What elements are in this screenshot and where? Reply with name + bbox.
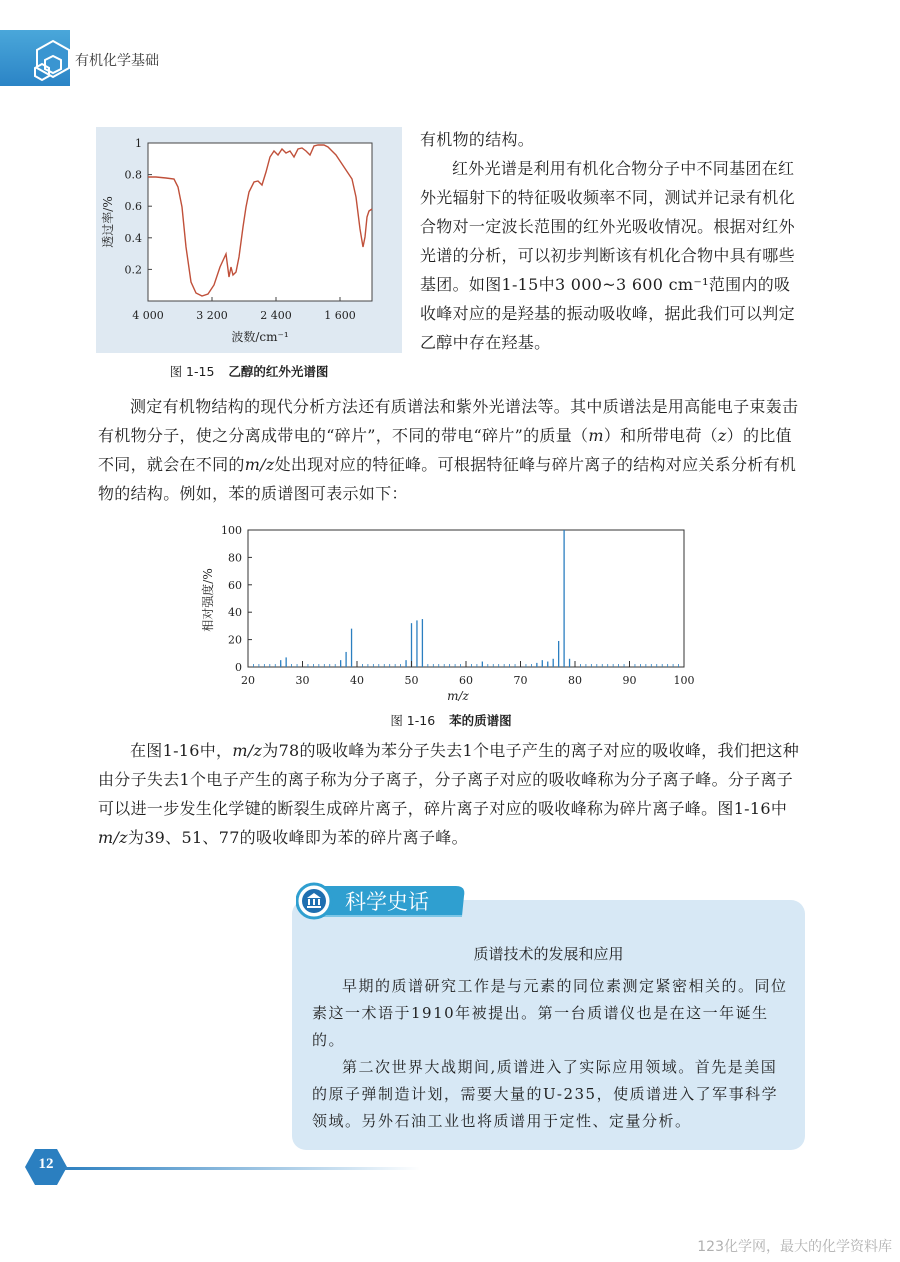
- ir-ylabel: 透过率/%: [101, 196, 115, 248]
- mass-spec-intro-paragraph: [98, 392, 806, 508]
- ms-figure-caption: [296, 711, 606, 729]
- ir-ytick-label: 0.4: [124, 231, 142, 245]
- ms-ytick-label: 20: [228, 633, 242, 647]
- ms-xtick-label: 70: [513, 674, 528, 687]
- footer-rule: [60, 1167, 420, 1170]
- paragraph-molecular-ion: 在图1-16中，m/z为78的吸收峰为苯分子失去1个电子产生的离子对应的吸收峰，我们把这种由分子失去1个电子产生的离子称为分子离子，分子离子对应的吸收峰称为分子离子峰。分子离子可以进一步发生化学键的断裂生成碎片离子，碎片离子对应的吸收峰称为碎片离子峰。图1-16中m/z为39、51、77的吸收峰即为苯的碎片离子峰。: [98, 741, 800, 847]
- ir-explanation-text: [420, 125, 804, 357]
- ms-ytick-label: 60: [228, 578, 242, 592]
- ms-xtick-label: 20: [241, 674, 255, 687]
- header-book-title: 有机化学基础: [75, 53, 159, 69]
- ms-ytick-label: 0: [235, 661, 242, 674]
- ms-xtick-label: 80: [568, 674, 582, 687]
- history-title: 质谱技术的发展和应用: [473, 945, 624, 963]
- ms-xlabel: m/z: [447, 689, 469, 703]
- ir-xlabel: 波数/cm⁻¹: [231, 330, 289, 344]
- watermark-text: 123化学网，最大的化学资料库: [697, 1239, 892, 1255]
- molecular-ion-paragraph: [98, 736, 806, 852]
- ir-xtick-label: 1 600: [324, 309, 356, 322]
- ir-ytick-label: 0.8: [124, 168, 142, 182]
- history-paragraph-2: 第二次世界大战期间,质谱进入了实际应用领域。首先是美国的原子弹制造计划，需要大量的U-235，使质谱进入了军事科学领域。另外石油工业也将质谱用于定性、定量分析。: [312, 1058, 779, 1130]
- paragraph-mass-spec-intro: 测定有机物结构的现代分析方法还有质谱法和紫外光谱法等。其中质谱法是用高能电子束轰击有机物分子，使之分离成带电的“碎片”，不同的带电“碎片”的质量（m）和所带电荷（z）的比值不同，就会在不同的m/z处出现对应的特征峰。可根据特征峰与碎片离子的结构对应关系分析有机物的结构。例如，苯的质谱图可表示如下：: [98, 397, 799, 503]
- ir-plot-area: [148, 143, 372, 301]
- page-number: 12: [38, 1156, 54, 1172]
- ms-ytick-label: 100: [221, 524, 242, 537]
- ms-xtick-label: 100: [673, 674, 695, 687]
- side-text-continuation: 有机物的结构。: [420, 130, 535, 149]
- ms-xtick-label: 50: [404, 674, 419, 687]
- history-paragraph-1: 早期的质谱研究工作是与元素的同位素测定紧密相关的。同位素这一术语于1910年被提出。第一台质谱仪也是在这一年诞生的。: [312, 977, 788, 1049]
- ms-xtick-label: 30: [295, 674, 310, 687]
- science-history-label: 科学史话: [345, 890, 429, 914]
- ms-xtick-label: 60: [459, 674, 473, 687]
- ms-xtick-label: 40: [350, 674, 364, 687]
- benzene-mass-spectrum-chart: [196, 520, 696, 710]
- ir-ytick-label: 0.2: [124, 263, 142, 277]
- ms-caption-text: 苯的质谱图: [449, 713, 512, 728]
- ms-ylabel: 相对强度/%: [201, 568, 215, 632]
- ir-xtick-label: 3 200: [196, 309, 228, 322]
- ms-ytick-label: 80: [228, 551, 242, 565]
- ir-xtick-label: 4 000: [132, 309, 164, 322]
- ir-caption-text: 乙醇的红外光谱图: [228, 364, 329, 379]
- ir-caption-number: 图 1-15: [169, 364, 215, 379]
- hexagon-logo-icon: [30, 38, 76, 84]
- history-body: [312, 973, 788, 1135]
- ir-ytick-label: 0.6: [124, 200, 142, 214]
- ms-ytick-label: 40: [228, 606, 242, 620]
- ir-ytick-label: 1: [135, 137, 142, 150]
- ir-paragraph: 红外光谱是利用有机化合物分子中不同基团在红外光辐射下的特征吸收频率不同，测试并记录有机化合物对一定波长范围的红外光吸收情况。根据对红外光谱的分析，可以初步判断该有机化合物中具有哪些基团。如图1-15中3 000~3 600 cm⁻¹范围内的吸收峰对应的是羟基的振动吸收峰，据此我们可以判定乙醇中存在羟基。: [420, 159, 795, 352]
- ir-xtick-label: 2 400: [260, 309, 292, 322]
- ms-plot-frame: [248, 530, 684, 667]
- ms-xtick-label: 90: [622, 674, 637, 687]
- ms-caption-number: 图 1-16: [390, 713, 436, 728]
- ir-figure-caption: [96, 362, 402, 380]
- ir-spectrum-chart: [96, 127, 402, 353]
